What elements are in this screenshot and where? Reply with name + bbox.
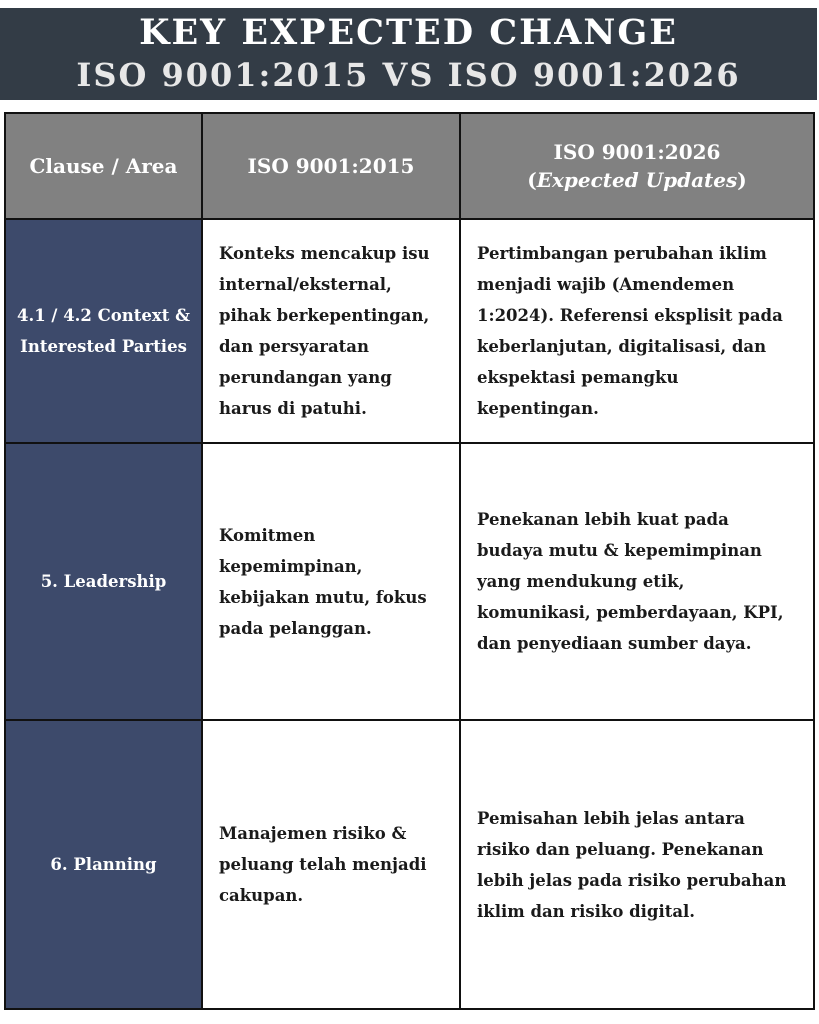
table-cell-iso2026-context (461, 220, 813, 444)
cell-text: Konteks mencakup isu internal/eksternal, pihak berkepentingan, dan persyaratan perundangan yang harus di patuhi. (219, 244, 430, 418)
cell-text: Komitmen kepemimpinan, kebijakan mutu, fokus pada pelanggan. (219, 525, 427, 638)
header-iso-2026-label (527, 138, 747, 194)
area-label: 4.1 / 4.2 Context & Interested Parties (16, 306, 191, 356)
header-paren-close: ) (737, 168, 747, 192)
header-iso-2026-subtitle (527, 166, 747, 194)
table-cell-iso2015-planning (203, 721, 461, 1008)
header-clause-area-label: Clause / Area (29, 154, 178, 178)
title-banner (0, 8, 817, 100)
header-clause-area (6, 114, 203, 220)
title-line-1: KEY EXPECTED CHANGE (139, 12, 678, 53)
header-iso-2015-label: ISO 9001:2015 (247, 154, 415, 178)
table-cell-iso2026-leadership (461, 444, 813, 721)
table-row-area-planning (6, 721, 203, 1008)
area-label: 6. Planning (50, 855, 157, 874)
header-iso-2015 (203, 114, 461, 220)
area-label: 5. Leadership (40, 572, 167, 591)
header-iso-2026 (461, 114, 813, 220)
header-expected-updates: Expected Updates (536, 168, 738, 192)
table-cell-iso2015-context (203, 220, 461, 444)
header-iso-2026-title: ISO 9001:2026 (553, 140, 721, 164)
comparison-table (4, 112, 815, 1010)
cell-text: Pertimbangan perubahan iklim menjadi wajib (Amendemen 1:2024). Referensi eksplisit pada keberlanjutan, digitalisasi, dan ekspektasi pemangku kepentingan. (477, 244, 783, 418)
title-line-2: ISO 9001:2015 VS ISO 9001:2026 (76, 56, 741, 94)
cell-text: Manajemen risiko & peluang telah menjadi cakupan. (219, 824, 427, 905)
table-cell-iso2015-leadership (203, 444, 461, 721)
table-cell-iso2026-planning (461, 721, 813, 1008)
cell-text: Penekanan lebih kuat pada budaya mutu & kepemimpinan yang mendukung etik, komunikasi, pemberdayaan, KPI, dan penyediaan sumber daya. (477, 510, 784, 653)
table-row-area-leadership (6, 444, 203, 721)
table-row-area-context (6, 220, 203, 444)
header-paren-open: ( (527, 168, 537, 192)
cell-text: Pemisahan lebih jelas antara risiko dan peluang. Penekanan lebih jelas pada risiko perubahan iklim dan risiko digital. (477, 808, 787, 921)
